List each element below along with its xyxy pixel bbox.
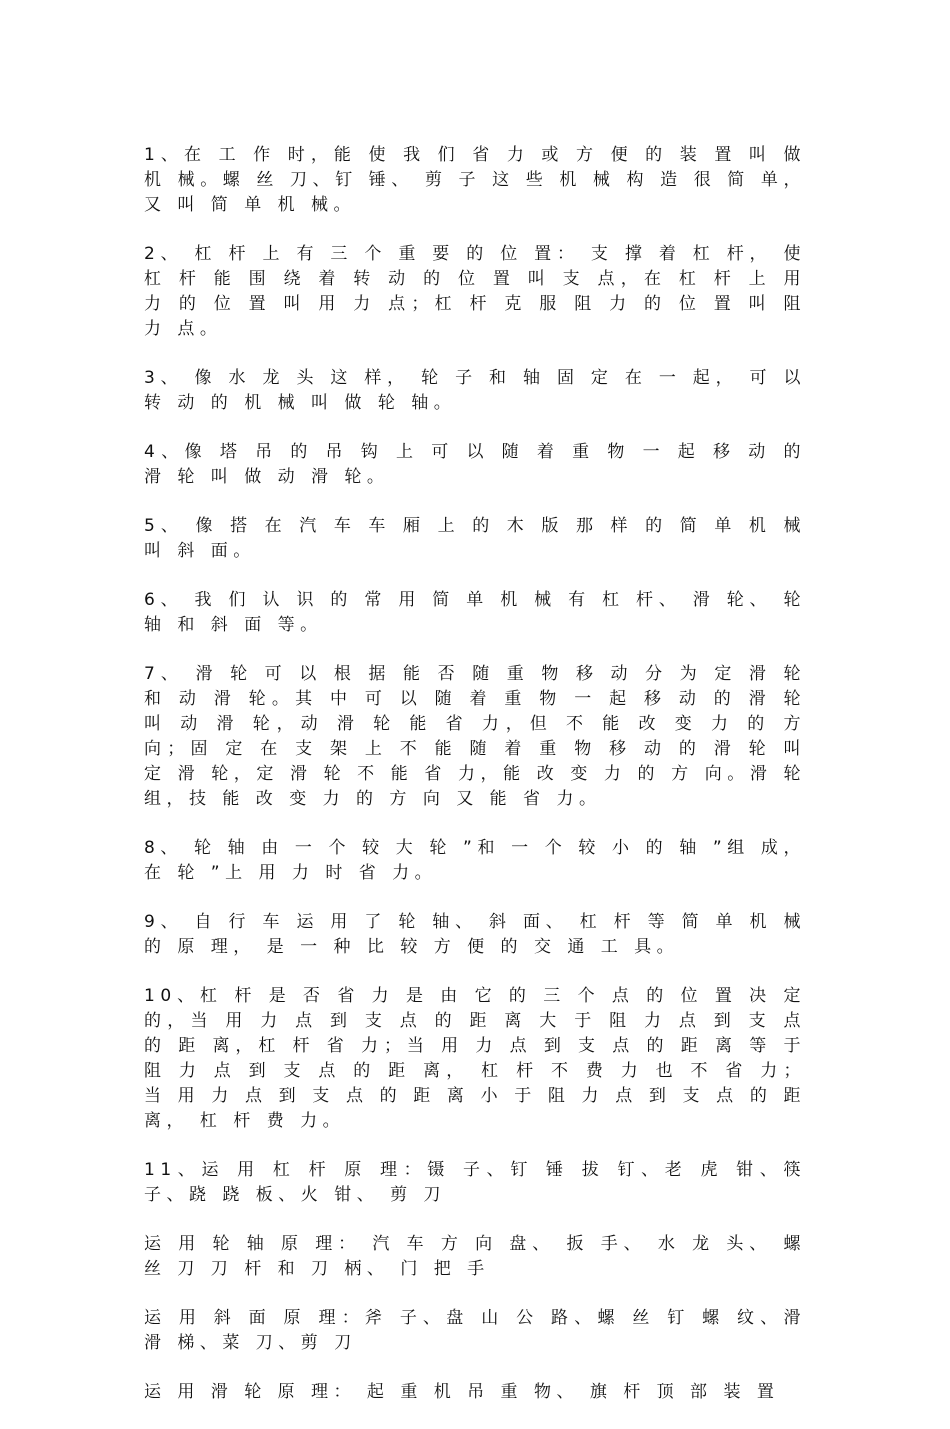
document-body [144, 143, 806, 1429]
paragraph-2: 2、 杠 杆 上 有 三 个 重 要 的 位 置： 支 撑 着 杠 杆， 使 杠 杆 能 围 绕 着 转 动 的 位 置 叫 支 点，在 杠 杆 上 用 力 的 位 置 叫 用 力 点；杠 杆 克 服 阻 力 的 位 置 叫 阻 力 点。 [144, 244, 806, 339]
paragraph-11-lever: 11、运 用 杠 杆 原 理：镊 子、钉 锤 拔 钉、老 虎 钳、筷 子、跷 跷 板、火 钳、 剪 刀 [144, 1160, 806, 1205]
paragraph-pulley: 运 用 滑 轮 原 理： 起 重 机 吊 重 物、 旗 杆 顶 部 装 置 [144, 1382, 780, 1402]
paragraph-9: 9、 自 行 车 运 用 了 轮 轴、 斜 面、 杠 杆 等 简 单 机 械 的 原 理， 是 一 种 比 较 方 便 的 交 通 工 具。 [144, 912, 806, 957]
paragraph-wheel-axle: 运 用 轮 轴 原 理： 汽 车 方 向 盘、 扳 手、 水 龙 头、 螺 丝 刀 刀 杆 和 刀 柄、 门 把 手 [144, 1234, 806, 1279]
paragraph-incline: 运 用 斜 面 原 理：斧 子、盘 山 公 路、螺 丝 钉 螺 纹、滑 滑 梯、菜 刀、剪 刀 [144, 1308, 806, 1353]
paragraph-7: 7、 滑 轮 可 以 根 据 能 否 随 重 物 移 动 分 为 定 滑 轮 和 动 滑 轮。其 中 可 以 随 着 重 物 一 起 移 动 的 滑 轮 叫 动 滑 轮，动 滑 轮 能 省 力，但 不 能 改 变 力 的 方 向；固 定 在 支 架 上 不 能 随 着 重 物 移 动 的 滑 轮 叫 定 滑 轮，定 滑 轮 不 能 省 力，能 改 变 力 的 方 向。滑 轮 组，技 能 改 变 力 的 方 向 又 能 省 力。 [144, 664, 806, 809]
paragraph-3: 3、 像 水 龙 头 这 样， 轮 子 和 轴 固 定 在 一 起， 可 以 转 动 的 机 械 叫 做 轮 轴。 [144, 368, 806, 413]
paragraph-1: 1、在 工 作 时，能 使 我 们 省 力 或 方 便 的 装 置 叫 做 机 械。螺 丝 刀、钉 锤、 剪 子 这 些 机 械 构 造 很 简 单， 又 叫 简 单 机 械。 [144, 145, 806, 215]
paragraph-8: 8、 轮 轴 由 一 个 较 大 轮 ”和 一 个 较 小 的 轴 ”组 成， 在 轮 ”上 用 力 时 省 力。 [144, 838, 806, 883]
paragraph-4: 4、像 塔 吊 的 吊 钩 上 可 以 随 着 重 物 一 起 移 动 的 滑 轮 叫 做 动 滑 轮。 [144, 442, 806, 487]
paragraph-6: 6、 我 们 认 识 的 常 用 简 单 机 械 有 杠 杆、 滑 轮、 轮 轴 和 斜 面 等。 [144, 590, 806, 635]
paragraph-5: 5、 像 搭 在 汽 车 车 厢 上 的 木 版 那 样 的 简 单 机 械 叫 斜 面。 [144, 516, 806, 561]
paragraph-10: 10、杠 杆 是 否 省 力 是 由 它 的 三 个 点 的 位 置 决 定 的，当 用 力 点 到 支 点 的 距 离 大 于 阻 力 点 到 支 点 的 距 离，杠 杆 省 力；当 用 力 点 到 支 点 的 距 离 等 于 阻 力 点 到 支 点 的 距 离， 杠 杆 不 费 力 也 不 省 力； 当 用 力 点 到 支 点 的 距 离 小 于 阻 力 点 到 支 点 的 距 离， 杠 杆 费 力。 [144, 986, 806, 1131]
